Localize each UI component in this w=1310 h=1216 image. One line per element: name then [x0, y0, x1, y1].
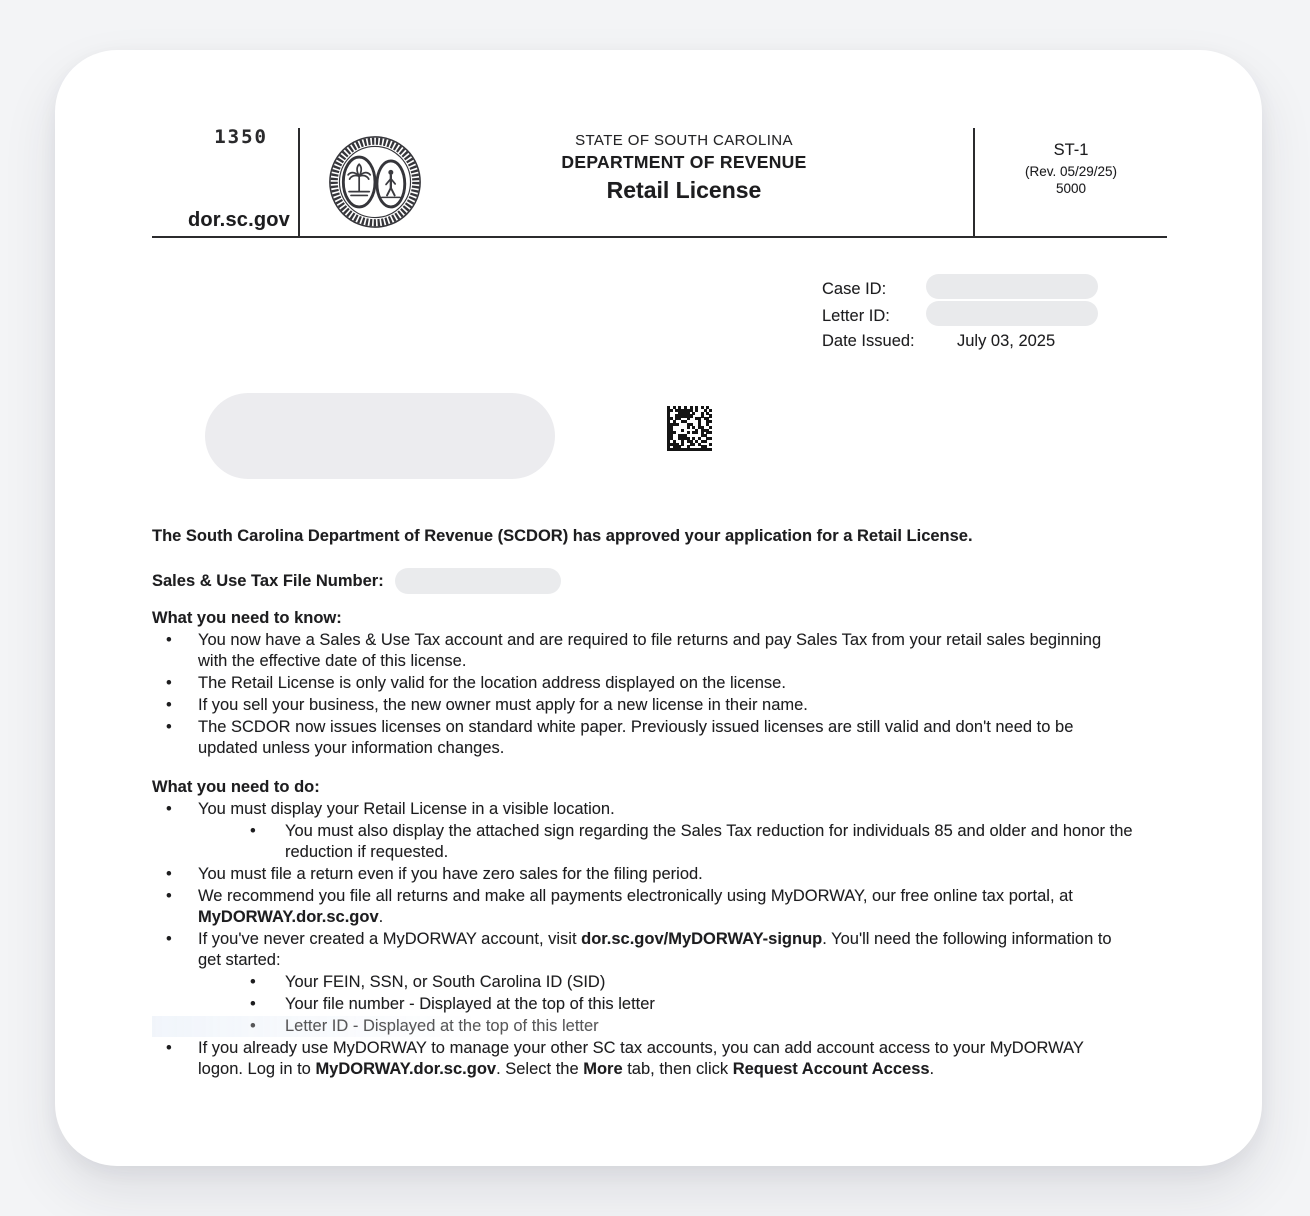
bullet-icon: • [166, 696, 172, 714]
list-item-text: If you've never created a MyDORWAY account, visit dor.sc.gov/MyDORWAY-signup. You'll need the following information to get started: [198, 930, 1112, 969]
letterhead-left [152, 128, 298, 236]
section-heading: What you need to know: [152, 609, 342, 627]
file-number-row [152, 568, 1167, 594]
list-item [152, 864, 1167, 885]
bullet-icon: • [166, 631, 172, 649]
list-item [152, 1016, 609, 1037]
header-rule [152, 236, 1167, 238]
state-line: STATE OF SOUTH CAROLINA [575, 132, 793, 149]
form-revision: (Rev. 05/29/25) [1024, 164, 1118, 179]
list-item-text: Letter ID - Displayed at the top of this letter [285, 1017, 599, 1035]
list-item [152, 695, 1167, 716]
data-matrix-barcode-icon [667, 406, 712, 451]
approval-paragraph: The South Carolina Department of Revenue (SCDOR) has approved your application for a Retail License. [152, 527, 973, 545]
form-meta-block [975, 128, 1167, 236]
bullet-icon: • [166, 718, 172, 736]
list-item-text: We recommend you file all returns and make all payments electronically using MyDORWAY, our free online tax portal, at MyDORWAY.dor.sc.gov. [198, 887, 1073, 926]
list-item [152, 929, 1167, 971]
bullet-icon: • [166, 674, 172, 692]
list-item [152, 717, 1167, 759]
list-item [152, 994, 1167, 1015]
date-issued-value: July 03, 2025 [957, 332, 1056, 350]
list-item-text: The Retail License is only valid for the location address displayed on the license. [198, 674, 786, 692]
scanline-number: 1350 [214, 126, 268, 148]
section-heading: What you need to do: [152, 778, 320, 796]
form-code: ST-1 [1053, 141, 1089, 159]
list-item [152, 630, 1167, 672]
letter-id-label: Letter ID: [822, 306, 890, 325]
bullet-icon: • [166, 930, 172, 948]
bullet-icon: • [166, 887, 172, 905]
department-line: DEPARTMENT OF REVENUE [561, 152, 807, 172]
list-item [152, 1038, 1167, 1080]
list-item [152, 821, 1167, 863]
list-item [152, 886, 1167, 928]
bullet-icon: • [250, 995, 256, 1013]
section-what-you-need-to-know [152, 608, 1167, 759]
bullet-icon: • [250, 1017, 256, 1035]
date-issued-label: Date Issued: [822, 332, 915, 350]
bullet-icon: • [250, 973, 256, 991]
list-item-text: Your file number - Displayed at the top of this letter [285, 995, 655, 1013]
letter-id-row [822, 301, 1167, 328]
recipient-address-redaction [205, 393, 555, 479]
form-number: 5000 [1055, 181, 1087, 196]
list-item-text: You now have a Sales & Use Tax account and are required to file returns and pay Sales Tax from your retail sales beginning with the effective date of this license. [198, 631, 1102, 670]
list-item [152, 673, 1167, 694]
bullet-icon: • [166, 865, 172, 883]
know-list [152, 630, 1167, 759]
case-id-row [822, 274, 1167, 301]
do-list [152, 799, 1167, 1080]
list-item-text: Your FEIN, SSN, or South Carolina ID (SID) [285, 973, 606, 991]
seal-cell [300, 128, 450, 236]
file-number-label: Sales & Use Tax File Number: [152, 571, 384, 590]
file-number-redaction [395, 568, 561, 594]
south-carolina-seal-icon [327, 134, 423, 230]
bullet-icon: • [250, 822, 256, 840]
bullet-icon: • [166, 800, 172, 818]
case-id-redaction [926, 274, 1098, 299]
agency-website-text: dor.sc.gov [187, 209, 290, 231]
list-item-text: The SCDOR now issues licenses on standard white paper. Previously issued licenses are still valid and don't need to be updated unless your information changes. [198, 718, 1074, 757]
agency-title-block [450, 128, 973, 236]
list-item-text: You must also display the attached sign regarding the Sales Tax reduction for individuals 85 and older and honor the reduction if requested. [285, 822, 1133, 861]
list-item-text: If you sell your business, the new owner must apply for a new license in their name. [198, 696, 808, 714]
list-item-text: You must display your Retail License in a visible location. [198, 800, 615, 818]
section-what-you-need-to-do [152, 777, 1167, 1080]
letterhead [152, 128, 1167, 236]
date-issued-row [822, 328, 1167, 355]
list-item-text: If you already use MyDORWAY to manage your other SC tax accounts, you can add account access to your MyDORWAY logon. Log in to MyDORWAY.dor.sc.gov. Select the More tab, then click Request Account Access. [198, 1039, 1084, 1078]
scanned-letter-page [55, 50, 1262, 1166]
letter-id-redaction [926, 301, 1098, 326]
bullet-icon: • [166, 1039, 172, 1057]
list-item [152, 972, 1167, 993]
recipient-block [152, 393, 1167, 479]
form-title: Retail License [606, 177, 762, 203]
list-item [152, 799, 1167, 820]
list-item-text: You must file a return even if you have zero sales for the filing period. [198, 865, 703, 883]
letter-meta [822, 274, 1167, 355]
case-id-label: Case ID: [822, 279, 887, 298]
